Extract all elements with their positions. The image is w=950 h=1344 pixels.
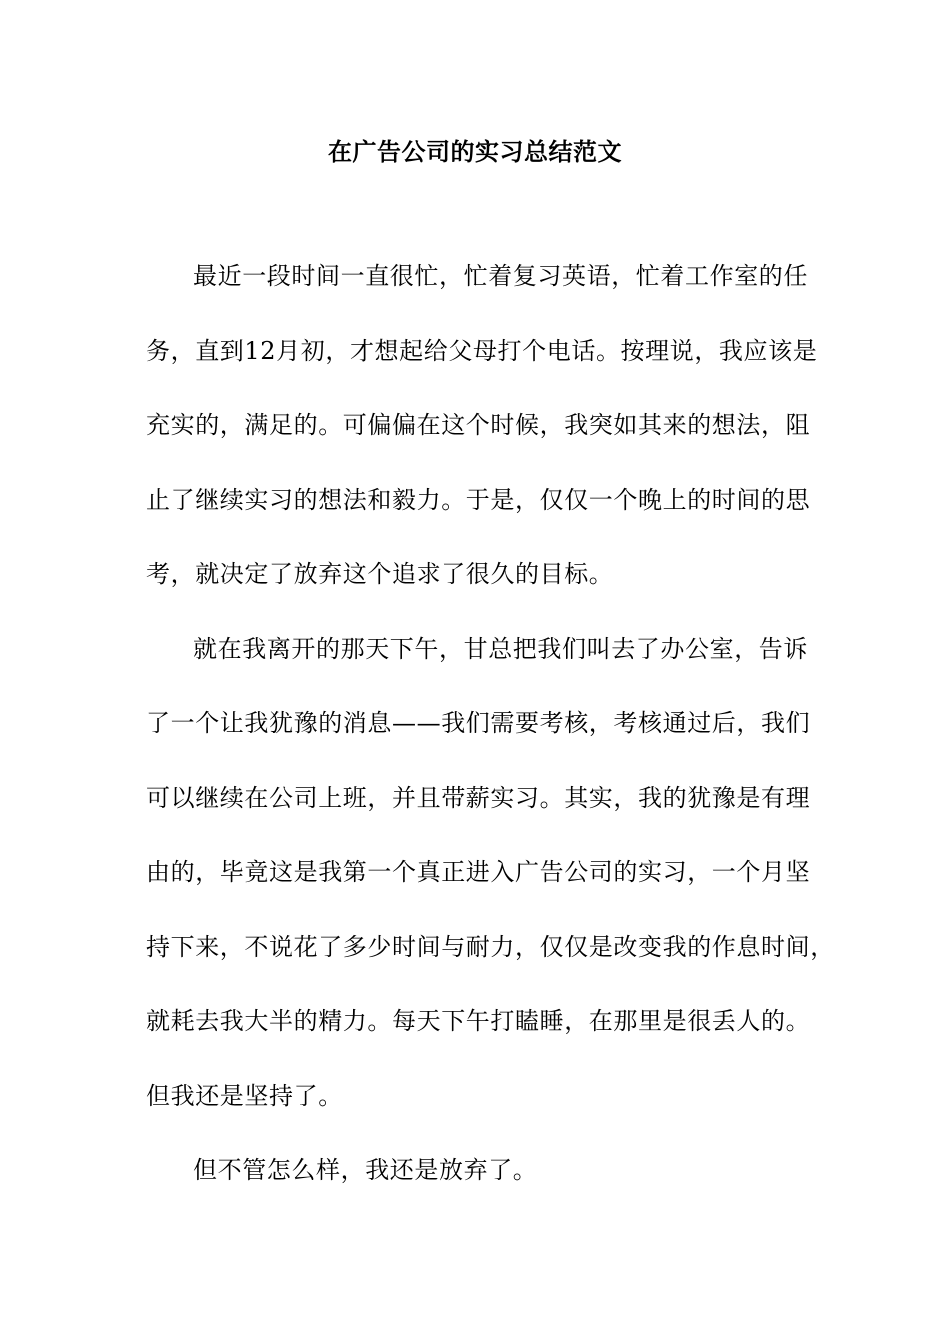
paragraph-3-line-1: 但不管怎么样，我还是放弃了。 [193, 1156, 538, 1184]
paragraph-2-line-4: 由的，毕竟这是我第一个真正进入广告公司的实习，一个月坚 [146, 858, 811, 886]
paragraph-1-line-1: 最近一段时间一直很忙，忙着复习英语，忙着工作室的任 [193, 262, 808, 290]
paragraph-1-line-4: 止了继续实习的想法和毅力。于是，仅仅一个晚上的时间的思 [146, 486, 811, 514]
paragraph-2-line-5: 持下来，不说花了多少时间与耐力，仅仅是改变我的作息时间， [146, 933, 835, 961]
paragraph-2-line-1: 就在我离开的那天下午，甘总把我们叫去了办公室，告诉 [193, 635, 808, 663]
paragraph-1-line-5: 考，就决定了放弃这个追求了很久的目标。 [146, 560, 614, 588]
paragraph-1-line-3: 充实的，满足的。可偏偏在这个时候，我突如其来的想法，阻 [146, 411, 811, 439]
paragraph-2-line-2: 了一个让我犹豫的消息——我们需要考核，考核通过后，我们 [146, 709, 811, 737]
paragraph-2-line-7: 但我还是坚持了。 [146, 1082, 343, 1110]
paragraph-2-line-3: 可以继续在公司上班，并且带薪实习。其实，我的犹豫是有理 [146, 784, 811, 812]
document-title: 在广告公司的实习总结范文 [328, 137, 622, 166]
paragraph-1-line-2: 务，直到12月初，才想起给父母打个电话。按理说，我应该是 [146, 337, 818, 365]
paragraph-2-line-6: 就耗去我大半的精力。每天下午打瞌睡，在那里是很丢人的。 [146, 1007, 811, 1035]
